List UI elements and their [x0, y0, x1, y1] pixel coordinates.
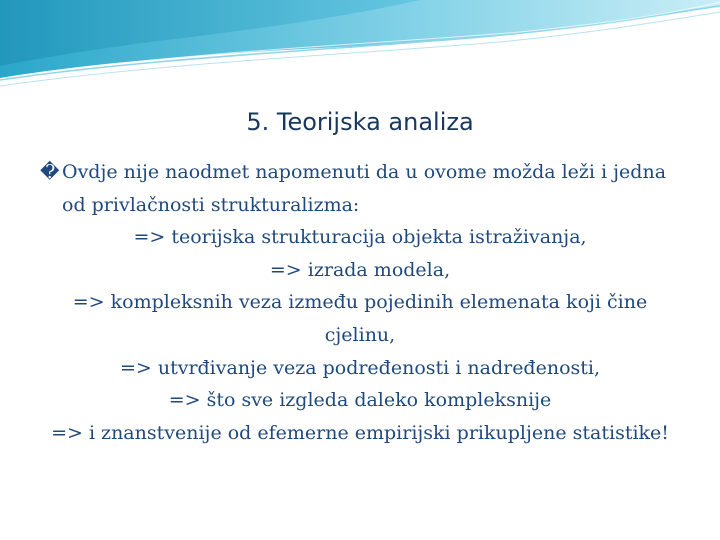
list-item: => i znanstvenije od efemerne empirijski prikupljene statistike!: [51, 421, 669, 444]
intro-text: Ovdje nije naodmet napomenuti da u ovome možda leži i jedna od privlačnosti strukturalizma:: [62, 161, 667, 216]
list-item: => što sve izgleda daleko kompleksnije: [168, 389, 552, 412]
list-item: => kompleksnih veza između pojedinih elemenata koji čine cjelinu,: [72, 291, 648, 346]
slide-body: [40, 156, 680, 449]
intro-paragraph: [40, 156, 680, 221]
slide-title: 5. Teorijska analiza: [246, 108, 474, 136]
bullet-icon: �: [40, 161, 60, 183]
list-item: => izrada modela,: [269, 258, 451, 281]
list-item: => utvrđivanje veza podređenosti i nadređenosti,: [119, 356, 601, 379]
header-wave-decoration: [0, 0, 720, 90]
list-item: => teorijska strukturacija objekta istraživanja,: [133, 226, 587, 249]
